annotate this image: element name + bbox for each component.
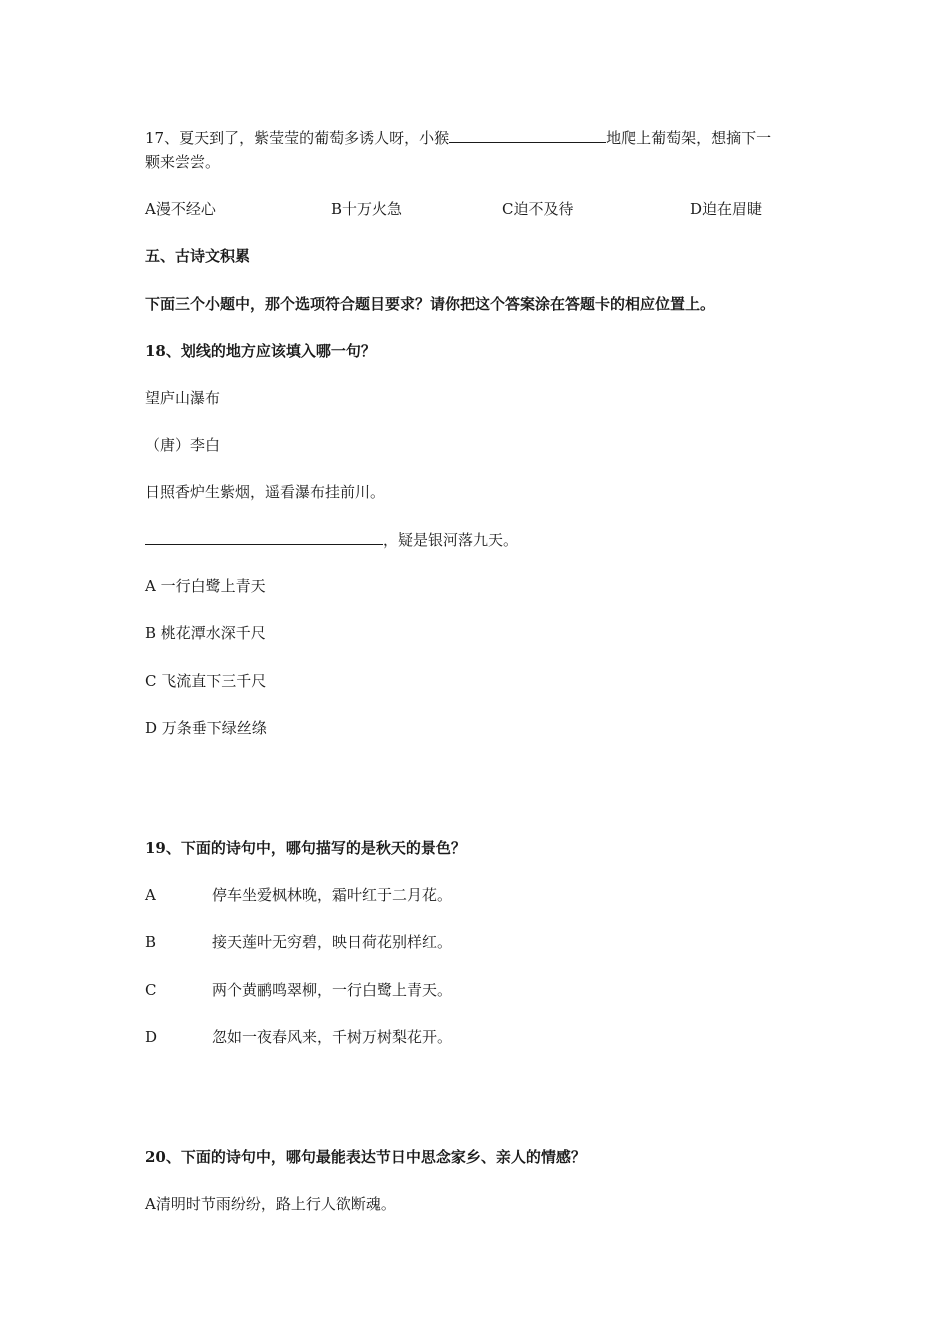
poem-title: 望庐山瀑布 bbox=[145, 389, 221, 407]
q18-option-b: B 桃花潭水深千尺 bbox=[145, 624, 266, 642]
q17-answer-blank bbox=[449, 127, 606, 143]
q17-option-d: D迫在眉睫 bbox=[690, 200, 763, 218]
q18-option-a: A 一行白鹭上青天 bbox=[145, 577, 266, 595]
q18-stem: 18、划线的地方应该填入哪一句？ bbox=[145, 342, 376, 360]
q20-stem: 20、下面的诗句中，哪句最能表达节日中思念家乡、亲人的情感？ bbox=[145, 1148, 586, 1166]
q19-option-b-text: 接天莲叶无穷碧，映日荷花别样红。 bbox=[212, 933, 453, 951]
q19-option-a-text: 停车坐爱枫林晚，霜叶红于二月花。 bbox=[212, 886, 453, 904]
q19-option-a-letter: A bbox=[145, 886, 156, 904]
q17-stem-part1: 17、夏天到了，紫莹莹的葡萄多诱人呀，小猴 bbox=[145, 129, 450, 147]
q17-option-c: C迫不及待 bbox=[502, 200, 574, 218]
q17-stem-line2: 颗来尝尝。 bbox=[145, 153, 221, 171]
poem-line2 bbox=[145, 529, 518, 551]
q18-answer-blank bbox=[145, 529, 383, 545]
q19-stem: 19、下面的诗句中，哪句描写的是秋天的景色？ bbox=[145, 839, 466, 857]
q19-option-d-text: 忽如一夜春风来，千树万树梨花开。 bbox=[212, 1028, 453, 1046]
section5-heading: 五、古诗文积累 bbox=[145, 247, 251, 265]
q19-option-d-letter: D bbox=[145, 1028, 158, 1046]
q17-stem-part2: 地爬上葡萄架，想摘下一 bbox=[606, 129, 772, 147]
q18-option-c: C 飞流直下三千尺 bbox=[145, 672, 267, 690]
poem-line2-suffix: ，疑是银河落九天。 bbox=[383, 531, 519, 549]
section5-instruction: 下面三个小题中，那个选项符合题目要求？请你把这个答案涂在答题卡的相应位置上。 bbox=[145, 295, 716, 313]
q17-option-b: B十万火急 bbox=[331, 200, 403, 218]
q17-option-a: A漫不经心 bbox=[145, 200, 216, 218]
poem-line1: 日照香炉生紫烟，遥看瀑布挂前川。 bbox=[145, 483, 386, 501]
poem-author: （唐）李白 bbox=[145, 436, 221, 454]
q19-option-b-letter: B bbox=[145, 933, 157, 951]
q17-stem-line1 bbox=[145, 127, 771, 149]
q18-option-d: D 万条垂下绿丝绦 bbox=[145, 719, 267, 737]
q20-option-a: A清明时节雨纷纷，路上行人欲断魂。 bbox=[145, 1195, 396, 1213]
q19-option-c-text: 两个黄鹂鸣翠柳，一行白鹭上青天。 bbox=[212, 981, 453, 999]
q19-option-c-letter: C bbox=[145, 981, 157, 999]
